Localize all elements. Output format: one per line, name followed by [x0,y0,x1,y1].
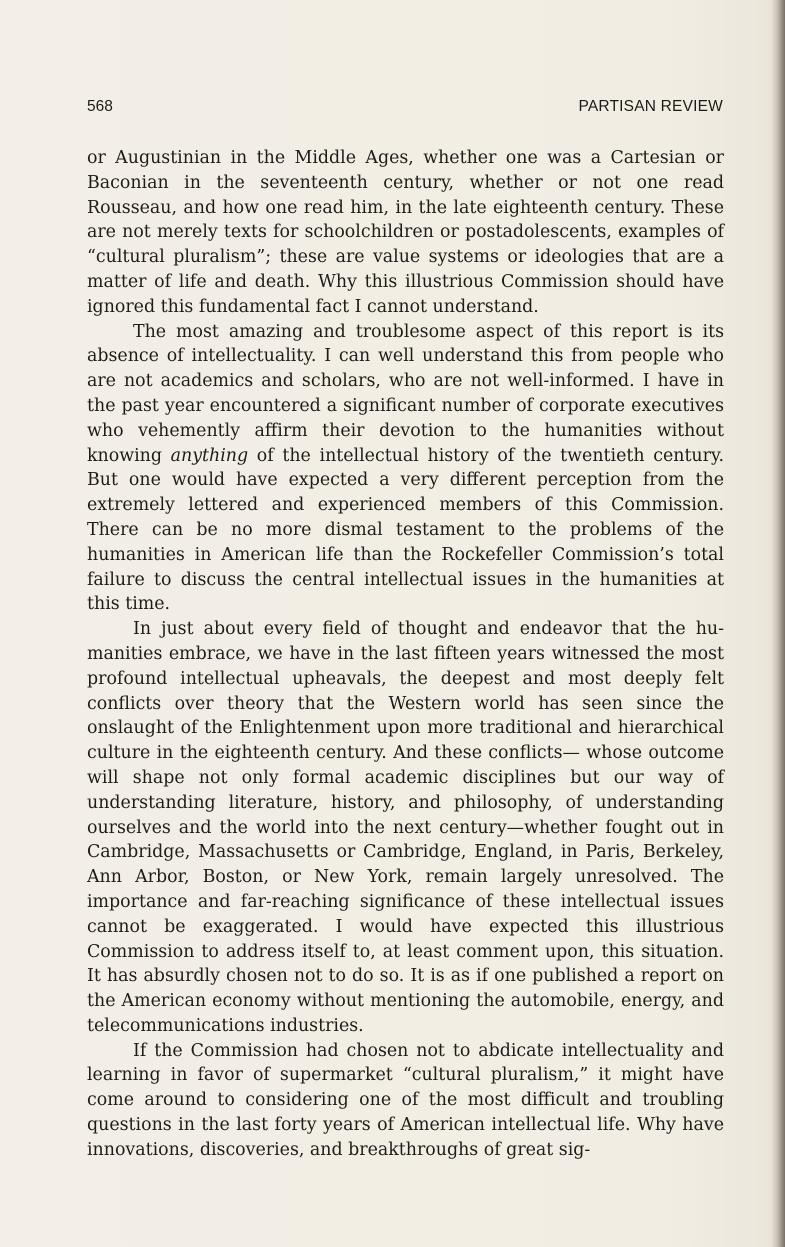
paragraph [87,1039,724,1163]
running-head [87,98,723,122]
paragraph [87,146,724,320]
journal-title: PARTISAN REVIEW [578,98,723,115]
paragraph-text: The most amazing and troublesome aspect of this report is its absence of intellectuality. I can well understand this from people who are not academics and scholars, who are not well-informed. I have in the past year encountered a significant number of corporate executives who vehemently affirm their devotion to the humanities without knowing [87,321,724,466]
paragraph-text: If the Commission had chosen not to abdicate intellectuality and learning in favor of supermarket “cultural pluralism,” it might have come around to considering one of the most difficult and troubling questions in the last forty years of American intellectual life. Why have innovations, discoveries, and breakthroughs of great sig- [87,1040,724,1160]
page-number: 568 [87,98,113,115]
paragraph [87,617,724,1039]
paragraph-text: or Augustinian in the Middle Ages, whether one was a Cartesian or Baconian in the seventeenth century, whether or not one read Rousseau, and how one read him, in the late eighteenth century. These are not merely texts for schoolchildren or postadolescents, examples of “cultural pluralism”; these are value systems or ideologies that are a matter of life and death. Why this illustrious Commission should have ignored this fundamental fact I cannot understand. [87,148,724,317]
page-edge-shadow [771,0,785,1247]
body-text [87,146,724,1163]
paragraph-text: In just about every field of thought and endeavor that the humanities embrace, we have in the last fifteen years witnessed the most profound intellectual upheavals, the deepest and most deeply felt conflicts over theory that the Western world has seen since the onslaught of the Enlightenment upon more traditional and hierarchical culture in the eighteenth century. And these conflicts— whose outcome will shape not only formal academic disciplines but our way of understanding literature, history, and philosophy, of understanding ourselves and the world into the next century—whether fought out in Cambridge, Massachusetts or Cambridge, England, in Paris, Berkeley, Ann Arbor, Boston, or New York, remain largely unresolved. The importance and far-reaching significance of these intellectual issues cannot be exaggerated. I would have expected this illustrious Commission to address itself to, at least comment upon, this situation. It has absurdly chosen not to do so. It is as if one published a report on the American economy without mentioning the automobile, energy, and telecommunications industries. [87,619,724,1036]
paragraph [87,320,724,618]
italic-emphasis: anything [170,445,249,466]
paragraph-text: of the intellectual history of the twentieth century. But one would have expected a very different perception from the extremely lettered and experienced members of this Commission. There can be no more dismal testament to the problems of the humanities in American life than the Rockefeller Commission’s total failure to discuss the central intellectual issues in the humanities at this time. [87,445,724,615]
